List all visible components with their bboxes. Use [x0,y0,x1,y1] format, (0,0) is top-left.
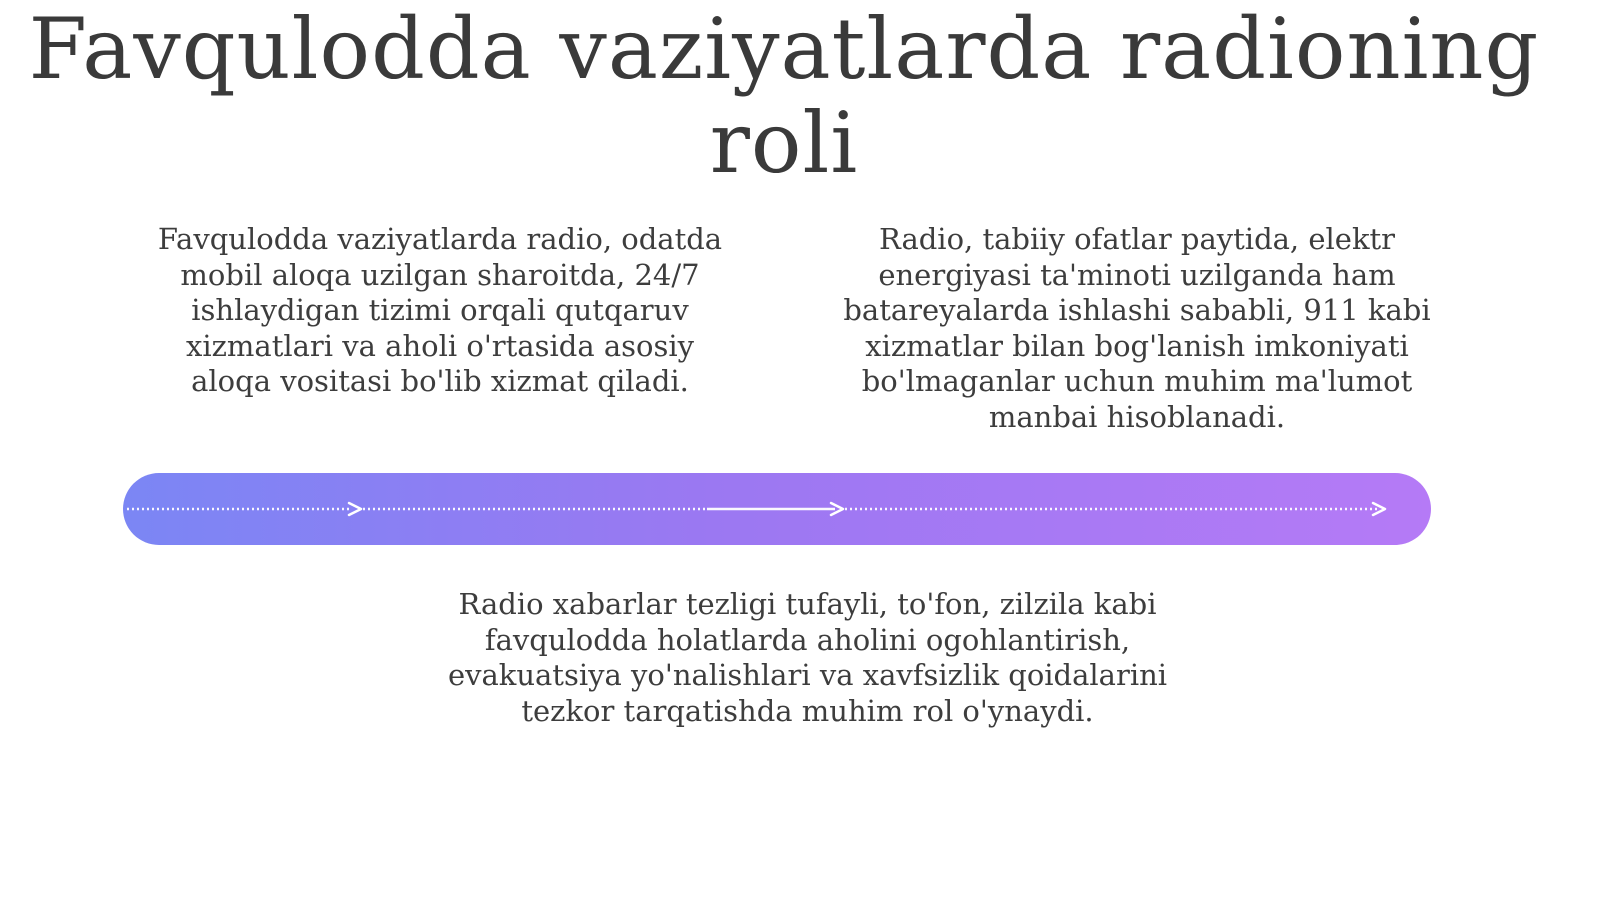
text-block-bottom: Radio xabarlar tezligi tufayli, to'fon, zilzila kabi favqulodda holatlarda aholini ogohlantirish, evakuatsiya yo'nalishlari va xavfsizlik qoidalarini tezkor tarqatishda muhim rol o'ynaydi. [447,587,1168,728]
timeline-bar [123,473,1431,545]
timeline-graphic [123,473,1431,545]
text-block-right: Radio, tabiiy ofatlar paytida, elektr energiyasi ta'minoti uzilganda ham batareyalarda ishlashi sababli, 911 kabi xizmatlar bilan bog'lanish imkoniyati bo'lmaganlar uchun muhim ma'lumot manbai hisoblanadi. [843,222,1431,434]
text-block-left: Favqulodda vaziyatlarda radio, odatda mobil aloqa uzilgan sharoitda, 24/7 ishlaydigan tizimi orqali qutqaruv xizmatlari va aholi o'rtasida asosiy aloqa vositasi bo'lib xizmat qiladi. [157,222,723,398]
page-title: Favqulodda vaziyatlarda radioning roli [28,0,1540,192]
